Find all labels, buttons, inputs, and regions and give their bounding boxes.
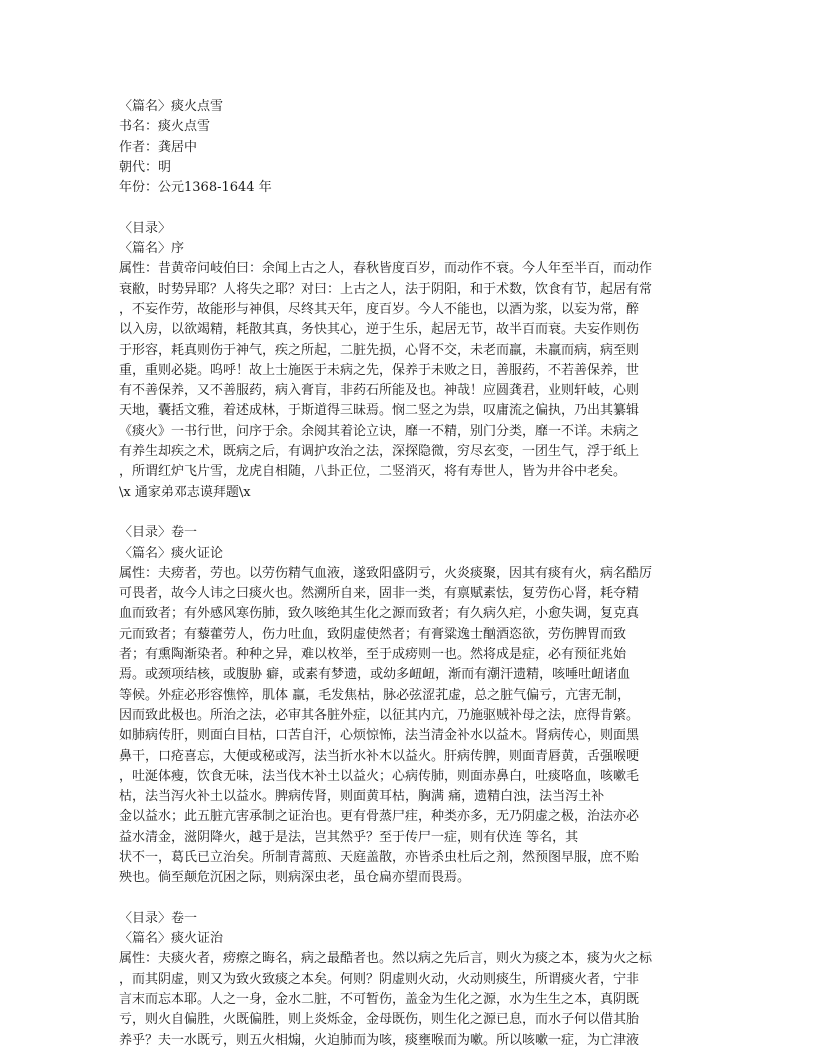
text-line: 属性：夫痰火者，痨瘵之晦名，病之最酷者也。然以病之先后言，则火为痰之本，痰为火之标: [119, 951, 653, 967]
text-line: 有养生却疾之术，既病之后，有调护攻治之法，深探隐微，穷尽玄变，一团生气，浮于纸上: [119, 444, 640, 460]
text-line: 等候。外症必形容憔悴，肌体 羸，毛发焦枯，脉必弦涩芤虚，总之脏气偏亏，亢害无制，: [119, 687, 631, 703]
preface-title: 〈篇名〉序: [119, 241, 185, 257]
text-line: 如肺病传肝，则面白目枯，口苦自汗，心烦惊怖，法当清金补水以益木。肾病传心，则面黑: [119, 728, 640, 744]
preface-toc: 〈目录〉: [119, 220, 172, 236]
header-author: 作者：龚居中: [119, 139, 198, 155]
preface-signature: \x 通家弟邓志谟拜题\x: [119, 484, 251, 500]
chapter2-toc: 〈目录〉卷一: [119, 910, 198, 926]
text-line: 状不一，葛氏已立治矣。所制青蒿煎、天庭盖散，亦皆杀虫杜后之剂，然预图早服，庶不贻: [119, 849, 640, 865]
text-line: 于形容，耗真则伤于神气，疾之所起，二脏先损，心肾不交，未老而羸，未羸而病，病至则: [119, 342, 640, 358]
chapter2-text: [119, 949, 697, 1050]
header-title-tag: 〈篇名〉痰火点雪: [119, 99, 224, 114]
chapter1-title: 〈篇名〉痰火证论: [119, 545, 224, 561]
text-line: 枯，法当泻火补土以益水。脾病传肾，则面黄耳枯，胸满 痛，遗精白浊，法当泻土补: [119, 789, 605, 805]
text-line: 言末而忘本耶。人之一身，金水二脏，不可暂伤，盖金为生化之源，水为生生之本，真阴既: [119, 992, 640, 1008]
text-line: 亏，则火自偏胜，火既偏胜，则上炎烁金，金母既伤，则生化之源已息，而水子何以借其胎: [119, 1012, 640, 1028]
section-gap: [119, 198, 697, 218]
text-line: 养乎？夫一水既亏，则五火相煽，火迫肺而为咳，痰壅喉而为嗽。所以咳嗽一症，为亡津液: [119, 1032, 640, 1048]
text-line: 焉。或颈项结核，或腹胁 癖，或素有梦遗，或幼多衄衄，渐而有潮汗遗精，咳唾吐衄诸血: [119, 667, 631, 683]
text-line: 因而致此极也。所治之法，必审其各脏外症，以征其内亢，乃施驱贼补母之法，庶得肯綮。: [119, 707, 640, 723]
text-line: 益水清金，滋阴降火，越于是法，岂其然乎？至于传尸一症，则有伏连 等名，其: [119, 829, 579, 845]
text-line: ，吐涎体瘦，饮食无味，法当伐木补土以益火；心病传肺，则面赤鼻白，吐痰咯血，咳嗽毛: [119, 768, 640, 784]
header-book: 书名：痰火点雪: [119, 119, 211, 135]
chapter2-title: 〈篇名〉痰火证治: [119, 931, 224, 947]
text-line: 重，重则必毙。呜呼！故上士施医于未病之先，保养于未败之日，善服药，不若善保养，世: [119, 362, 640, 378]
text-line: ，而其阴虚，则又为致火致痰之本矣。何则？阴虚则火动，火动则痰生，所谓痰火者，宁非: [119, 971, 640, 987]
text-line: 衰敝，时势异耶？人将失之耶？对曰：上古之人，法于阴阳，和于术数，饮食有节，起居有常: [119, 281, 653, 297]
text-line: 有不善保养，又不善服药，病入膏肓，非药石所能及也。神哉！应圆龚君，业则轩岐，心则: [119, 383, 640, 399]
chapter1-toc: 〈目录〉卷一: [119, 525, 198, 541]
text-line: 殃也。倘至颠危沉困之际，则病深虫老，虽仓扁亦望而畏焉。: [119, 870, 471, 886]
text-line: 者；有熏陶渐染者。种种之异，难以枚举，至于成痨则一也。然将成是症，必有预征兆始: [119, 647, 627, 663]
header-dynasty: 朝代：明: [119, 159, 172, 175]
text-line: 元而致者；有藜藿劳人，伤力吐血，致阴虚使然者；有膏粱逸士酗酒恣欲，劳伤脾胃而致: [119, 626, 627, 642]
chapter1-text: [119, 564, 697, 889]
preface-text: [119, 259, 697, 503]
section-gap: [119, 889, 697, 909]
text-line: 以入房，以欲竭精，耗散其真，务快其心，逆于生乐，起居无节，故半百而衰。夫妄作则伤: [119, 322, 640, 338]
text-line: 可畏者，故今人讳之曰痰火也。然溯所自来，固非一类，有禀赋素怯，复劳伤心肾，耗夺精: [119, 586, 640, 602]
section-gap: [119, 503, 697, 523]
text-line: 《痰火》一书行世，问序于余。余阅其着论立诀，靡一不精，别门分类，靡一不详。未病之: [119, 423, 640, 439]
text-line: 血而致者；有外感风寒伤肺，致久咳绝其生化之源而致者；有久病久疟，小愈失调，复克真: [119, 606, 640, 622]
header-years: 年份：公元1368-1644 年: [119, 180, 272, 196]
text-line: 鼻干，口疮喜忘，大便或秘或泻，法当折水补木以益火。肝病传脾，则面青唇黄，舌强喉哽: [119, 748, 640, 764]
document-body: [119, 97, 697, 1051]
text-line: ，所谓红炉飞片雪，龙虎自相随，八卦正位，二竖消灭，将有寿世人，皆为井谷中老矣。: [119, 464, 627, 480]
text-line: ，不妄作劳，故能形与神俱，尽终其天年，度百岁。今人不能也，以酒为浆，以妄为常，醉: [119, 301, 640, 317]
text-line: 金以益水；此五脏亢害承制之证治也。更有骨蒸尸疰，种类亦多，无乃阴虚之极，治法亦必: [119, 809, 640, 825]
text-line: 属性：昔黄帝问岐伯曰：余闻上古之人，春秋皆度百岁，而动作不衰。今人年至半百，而动作: [119, 261, 653, 277]
text-line: 属性：夫痨者，劳也。以劳伤精气血液，遂致阳盛阴亏，火炎痰聚，因其有痰有火，病名酷厉: [119, 565, 653, 581]
text-line: 天地，囊括文雅，着述成林，于斯道得三昧焉。悯二竖之为祟，叹庸流之偏执，乃出其纂辑: [119, 403, 640, 419]
